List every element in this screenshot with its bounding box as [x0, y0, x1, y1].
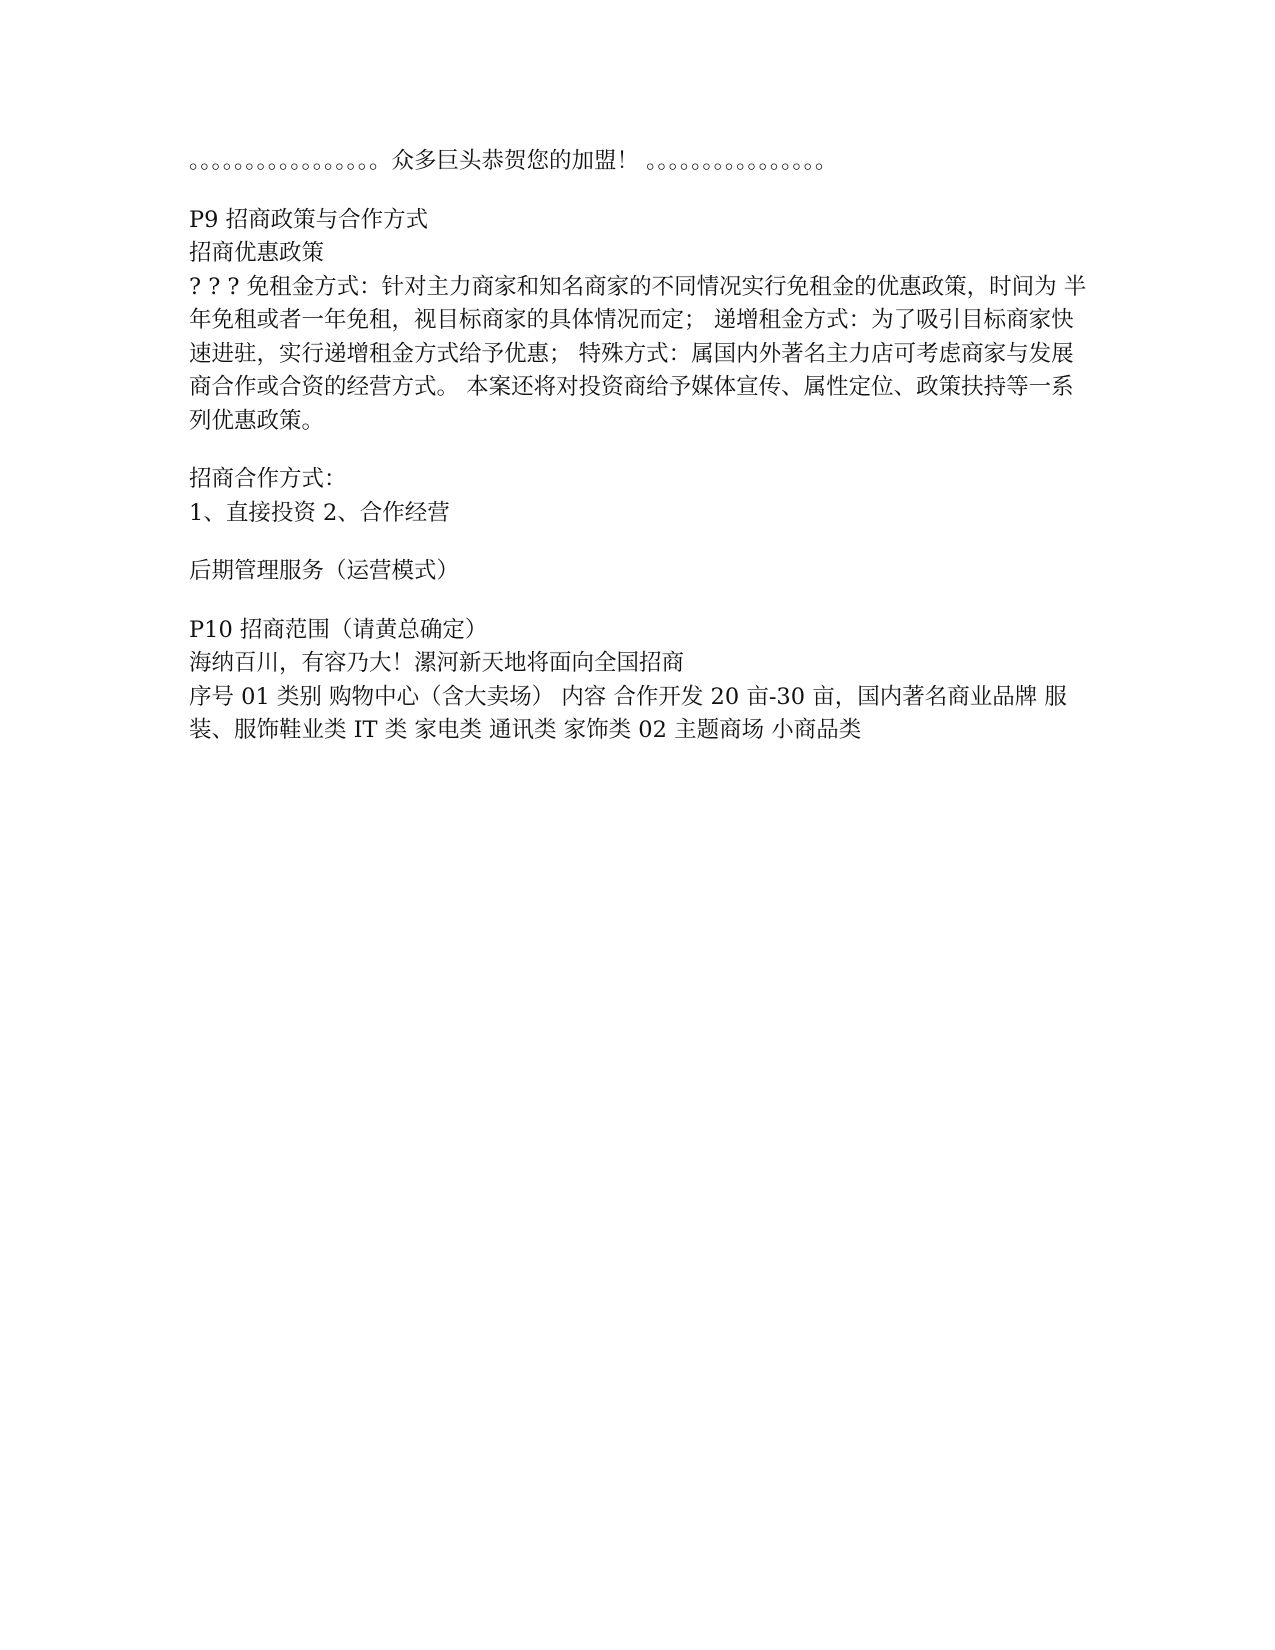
spacer: [189, 179, 1094, 204]
cooperation-items: 1、直接投资 2、合作经营: [189, 499, 450, 526]
policy-paragraph: ? ? ? 免租金方式：针对主力商家和知名商家的不同情况实行免租金的优惠政策，时间为 半年免租或者一年免租，视目标商家的具体情况而定； 递增租金方式：为了吸引目标商家快速进驻，实行递增租金方式给予优惠； 特殊方式：属国内外著名主力店可考虑商家与发展商合作或合资的经营方式。 本案还将对投资商给予媒体宣传、属性定位、政策扶持等一系列优惠政策。: [189, 273, 1087, 434]
policy-heading: 招商优惠政策: [189, 240, 325, 266]
spacer: [189, 530, 1094, 555]
intro-paragraph: 。。。。。。。。。。。。。。。。。众多巨头恭贺您的加盟！ 。。。。。。。。。。。。。。。。: [189, 148, 838, 174]
spacer: [189, 589, 1094, 614]
management-heading: 后期管理服务（运营模式）: [189, 558, 460, 584]
cooperation-heading: 招商合作方式：: [189, 466, 347, 492]
slogan-text: 海纳百川，有容乃大！漯河新天地将面向全国招商: [189, 650, 685, 676]
section-heading-p9: P9 招商政策与合作方式: [189, 206, 429, 233]
section-heading-p10: P10 招商范围（请黄总确定）: [189, 616, 488, 643]
spacer: [189, 438, 1094, 463]
scope-table-text: 序号 01 类别 购物中心（含大卖场） 内容 合作开发 20 亩-30 亩，国内著名商业品牌 服装、服饰鞋业类 IT 类 家电类 通讯类 家饰类 02 主题商场 小商品类: [189, 683, 1067, 743]
document-body: [189, 145, 1094, 748]
